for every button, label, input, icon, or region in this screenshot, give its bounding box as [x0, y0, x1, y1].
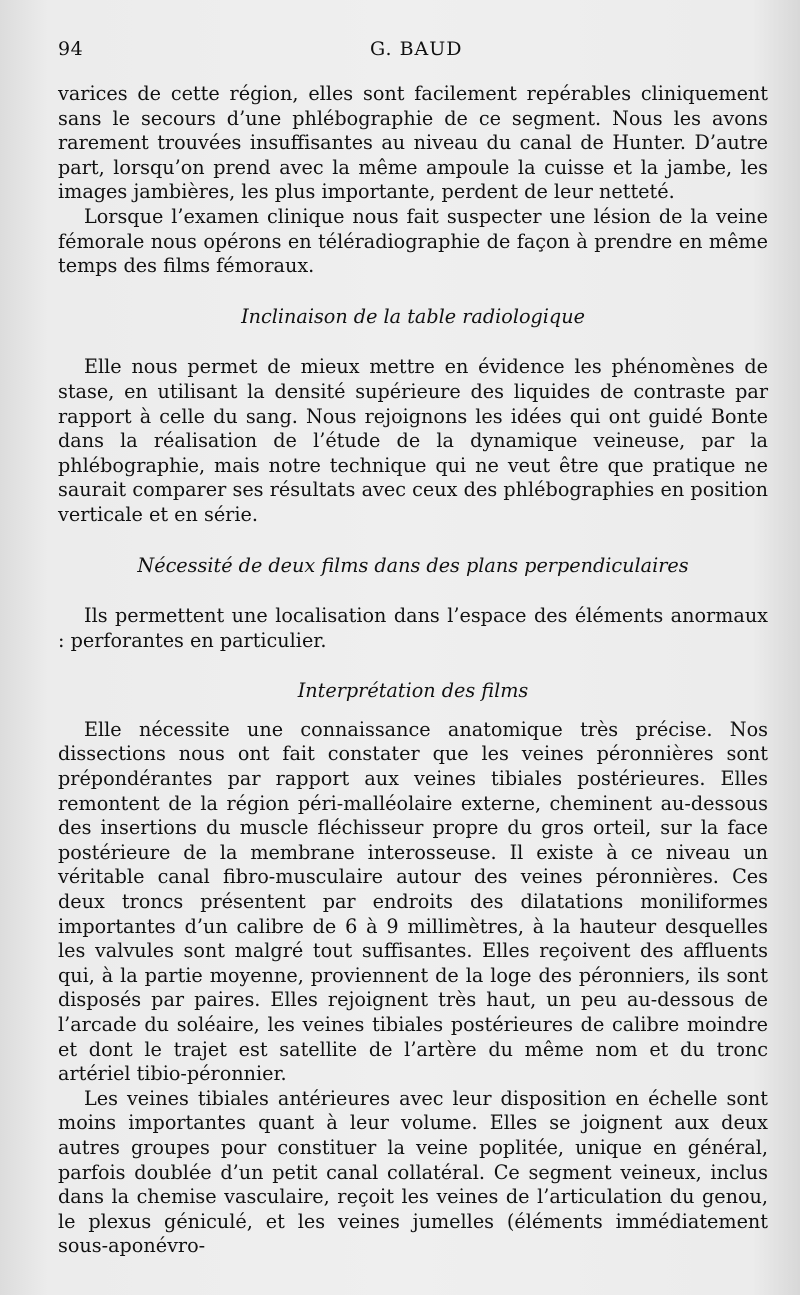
page-body: [58, 82, 768, 1259]
paragraph-interpretation: Elle nécessite une connaissance anatomique très précise. Nos dissections nous ont fait constater que les veines péronnières sont prépondérantes par rapport aux veines tibiales postérieures. Elles remontent de la région péri-malléolaire externe, cheminent au-dessous des insertions du muscle fléchisseur propre du gros orteil, sur la face postérieure de la membrane interosseuse. Il existe à ce niveau un véritable canal fibro-musculaire autour des veines péronnières. Ces deux troncs présentent par endroits des dilatations moniliformes importantes d’un calibre de 6 à 9 millimètres, à la hauteur desquelles les valvules sont malgré tout suffisantes. Elles reçoivent des affluents qui, à la partie moyenne, proviennent de la loge des péronniers, ils sont disposés par paires. Elles rejoignent très haut, un peu au-dessous de l’arcade du soléaire, les veines tibiales postérieures de calibre moindre et dont le trajet est satellite de l’artère du même nom et du tronc artériel tibio-péronnier.: [58, 717, 768, 1086]
paragraph-continued: varices de cette région, elles sont facilement repérables cliniquement sans le secours d’une phlébographie de ce segment. Nous les avons rarement trouvées insuffisantes au niveau du canal de Hunter. D’autre part, lorsqu’on prend avec la même ampoule la cuisse et la jambe, les images jambières, les plus importante, perdent de leur netteté.: [58, 82, 768, 204]
page-header: [58, 38, 760, 68]
paragraph-femoral: Lorsque l’examen clinique nous fait suspecter une lésion de la veine fémorale nous opérons en téléradiographie de façon à prendre en même temps des films fémoraux.: [58, 204, 768, 278]
section-title-inclinaison: Inclinaison de la table radiologique: [241, 304, 585, 328]
section-title-interpretation: Interprétation des films: [297, 679, 529, 703]
section-title-deux-films: Nécessité de deux films dans des plans perpendiculaires: [137, 553, 689, 577]
page-number: 94: [58, 38, 84, 60]
paragraph-deux-films: Ils permettent une localisation dans l’espace des éléments anormaux : perforantes en particulier.: [58, 604, 768, 652]
running-head: G. BAUD: [370, 38, 463, 60]
paragraph-tibiales: Les veines tibiales antérieures avec leur disposition en échelle sont moins importantes quant à leur volume. Elles se joignent aux deux autres groupes pour constituer la veine poplitée, unique en général, parfois doublée d’un petit canal collatéral. Ce segment veineux, inclus dans la chemise vasculaire, reçoit les veines de l’articulation du genou, le plexus géniculé, et les veines jumelles (éléments immédiatement sous-aponévro-: [58, 1086, 768, 1258]
paragraph-inclinaison: Elle nous permet de mieux mettre en évidence les phénomènes de stase, en utilisant la densité supérieure des liquides de contraste par rapport à celle du sang. Nous rejoignons les idées qui ont guidé Bonte dans la réalisation de l’étude de la dynamique veineuse, par la phlébographie, mais notre technique qui ne veut être que pratique ne saurait comparer ses résultats avec ceux des phlébographies en position verticale et en série.: [58, 355, 768, 526]
